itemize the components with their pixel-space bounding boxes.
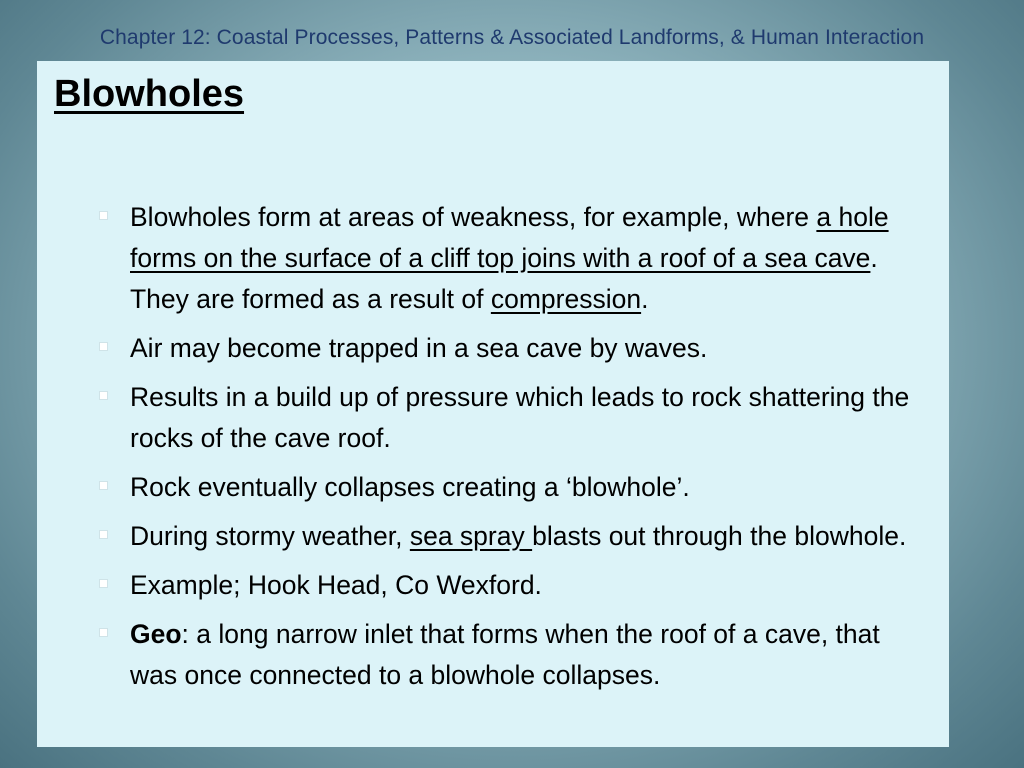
underlined-text: a hole forms on the surface of a cliff top joins with a roof of a sea cave <box>130 202 889 273</box>
bullet-text: . They are formed as a result of <box>130 243 878 314</box>
bullet-item-formation <box>99 197 929 320</box>
bullet-text: : a long narrow inlet that forms when the roof of a cave, that was once connected to a blowhole collapses. <box>130 619 880 690</box>
bullet-item-collapse <box>99 467 929 508</box>
bullet-text: . <box>641 284 649 314</box>
square-bullet-icon <box>99 391 108 400</box>
content-panel <box>37 61 949 747</box>
bullet-text: Example; Hook Head, Co Wexford. <box>130 570 542 600</box>
bullet-text: Air may become trapped in a sea cave by waves. <box>130 333 708 363</box>
bullet-text: Rock eventually collapses creating a ‘blowhole’. <box>130 472 690 502</box>
bold-term: Geo <box>130 619 182 649</box>
underlined-text: sea spray <box>409 521 533 551</box>
bullet-text: blasts out through the blowhole. <box>532 521 907 551</box>
square-bullet-icon <box>99 530 108 539</box>
bullet-item-pressure <box>99 377 929 459</box>
square-bullet-icon <box>99 628 108 637</box>
bullet-text: During stormy weather, <box>130 521 410 551</box>
underlined-text: compression <box>490 284 642 314</box>
bullet-list <box>99 197 929 704</box>
chapter-header: Chapter 12: Coastal Processes, Patterns & Associated Landforms, & Human Interaction <box>99 26 925 49</box>
bullet-text: Blowholes form at areas of weakness, for example, where <box>130 202 817 232</box>
square-bullet-icon <box>99 481 108 490</box>
bullet-item-air-trapped <box>99 328 929 369</box>
bullet-item-geo <box>99 614 929 696</box>
bullet-item-example <box>99 565 929 606</box>
square-bullet-icon <box>99 211 108 220</box>
square-bullet-icon <box>99 342 108 351</box>
slide-title: Blowholes <box>54 73 245 115</box>
bullet-item-sea-spray <box>99 516 929 557</box>
bullet-text: Results in a build up of pressure which leads to rock shattering the rocks of the cave roof. <box>130 382 910 453</box>
square-bullet-icon <box>99 579 108 588</box>
